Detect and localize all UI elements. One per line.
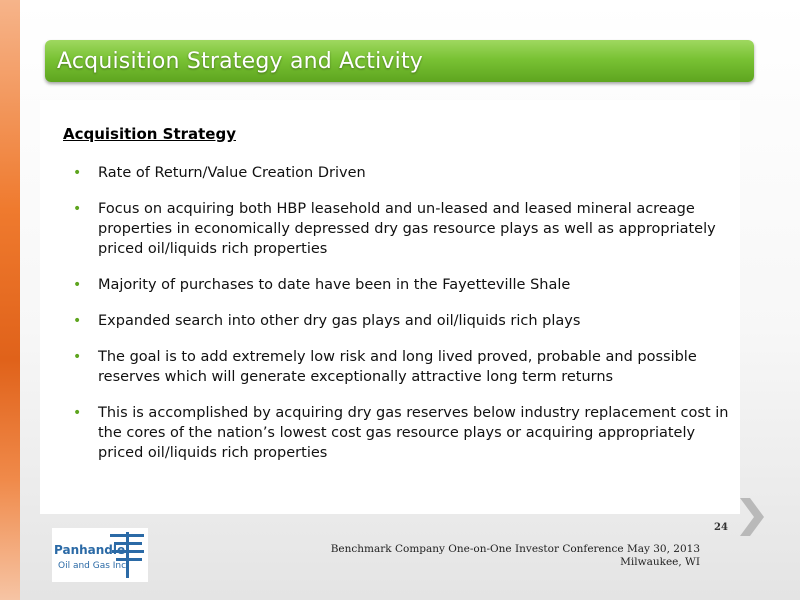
bullet-text: Focus on acquiring both HBP leasehold and un-leased and leased mineral acreage properties in economically depressed dry gas resource plays as well as appropriately priced oil/liquids rich properties [98, 201, 716, 257]
list-item [70, 347, 730, 387]
page-number: 24 [714, 522, 728, 533]
bullet-text: Expanded search into other dry gas plays and oil/liquids rich plays [98, 313, 581, 329]
bullet-text: This is accomplished by acquiring dry gas reserves below industry replacement cost in the cores of the nation’s lowest cost gas resource plays or acquiring appropriately priced oil/liquids rich properties [98, 405, 729, 461]
bullet-text: Majority of purchases to date have been in the Fayetteville Shale [98, 277, 571, 293]
bullet-icon: • [73, 405, 82, 421]
title-bar [45, 40, 754, 82]
next-slide-chevron-icon[interactable] [736, 496, 766, 538]
bullet-icon: • [73, 313, 82, 329]
logo-name-line2: Oil and Gas Inc. [58, 561, 129, 571]
footer-text [300, 543, 700, 569]
list-item [70, 311, 730, 331]
list-item [70, 199, 730, 259]
bullet-icon: • [73, 165, 82, 181]
bullet-text: Rate of Return/Value Creation Driven [98, 165, 366, 181]
slide-title: Acquisition Strategy and Activity [57, 48, 424, 74]
footer-location: Milwaukee, WI [620, 556, 700, 568]
bullet-icon: • [73, 349, 82, 365]
bullet-icon: • [73, 201, 82, 217]
bullet-icon: • [73, 277, 82, 293]
list-item [70, 163, 730, 183]
left-accent-bar [0, 0, 20, 600]
list-item [70, 403, 730, 463]
footer-conference: Benchmark Company One-on-One Investor Conference May 30, 2013 [330, 543, 700, 555]
list-item [70, 275, 730, 295]
section-heading: Acquisition Strategy [63, 125, 236, 143]
company-logo [52, 528, 148, 582]
bullet-list [70, 163, 730, 479]
bullet-text: The goal is to add extremely low risk and long lived proved, probable and possible reserves which will generate exceptionally attractive long term returns [98, 349, 697, 385]
logo-name-line1: Panhandle [54, 543, 126, 557]
